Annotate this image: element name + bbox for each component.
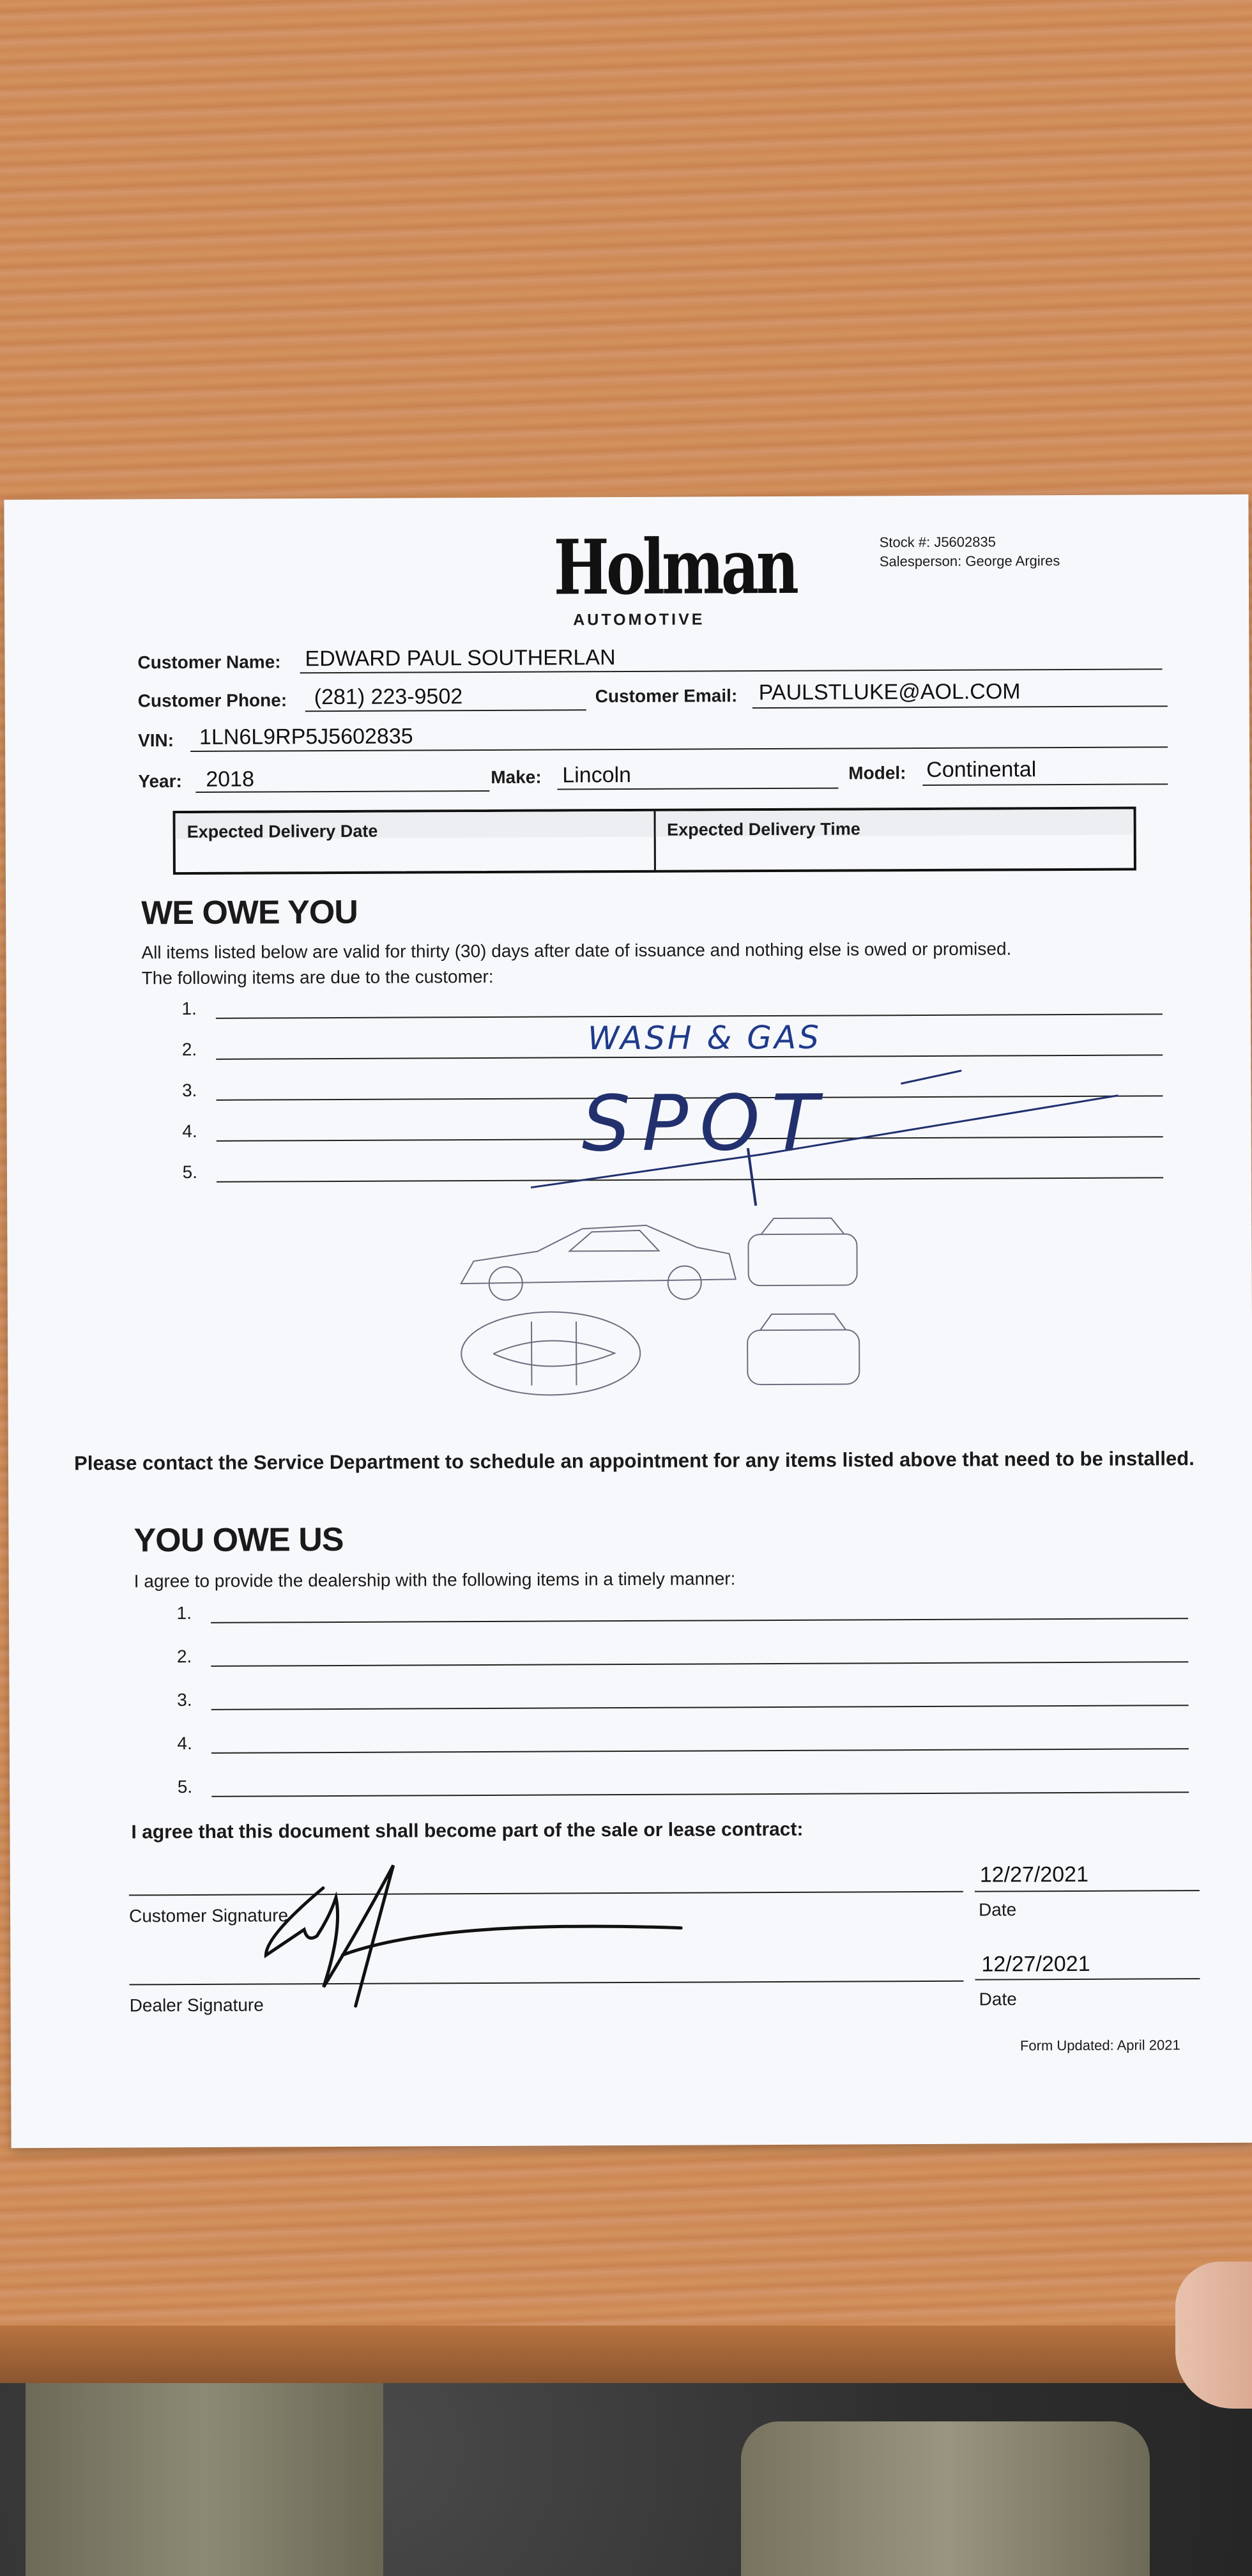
expected-delivery-time-label: Expected Delivery Time xyxy=(667,819,860,839)
customer-email-value: PAULSTLUKE@AOL.COM xyxy=(758,679,1021,705)
we-owe-number-2: 2. xyxy=(181,1039,197,1060)
salesperson-value: George Argires xyxy=(965,553,1060,569)
year-label: Year: xyxy=(138,771,182,792)
we-owe-number-1: 1. xyxy=(181,998,197,1019)
stock-label: Stock #: xyxy=(879,533,931,551)
you-owe-line-4[interactable] xyxy=(211,1748,1189,1754)
you-owe-number-4: 4. xyxy=(177,1733,192,1754)
you-owe-number-3: 3. xyxy=(177,1689,192,1710)
customer-name-label: Customer Name: xyxy=(137,652,281,673)
salesperson-label: Salesperson: xyxy=(879,553,962,570)
dealer-date-value: 12/27/2021 xyxy=(981,1951,1090,1977)
customer-date-value: 12/27/2021 xyxy=(979,1862,1089,1887)
you-owe-intro-text: I agree to provide the dealership with the following items in a timely manner: xyxy=(134,1568,736,1591)
handwritten-wash-gas: WASH & GAS xyxy=(587,1018,822,1057)
model-line xyxy=(922,783,1168,786)
model-label: Model: xyxy=(848,763,906,783)
service-department-notice: Please contact the Service Department to schedule an appointment for any items listed above that need to be installed. xyxy=(74,1447,1195,1475)
form-updated-note: Form Updated: April 2021 xyxy=(1019,2037,1180,2054)
you-owe-heading: YOU OWE US xyxy=(134,1521,344,1560)
person-leg-right xyxy=(741,2421,1150,2576)
expected-delivery-date-label: Expected Delivery Date xyxy=(187,821,378,842)
customer-date-line[interactable] xyxy=(975,1890,1200,1892)
we-owe-number-3: 3. xyxy=(181,1080,197,1101)
we-owe-number-5: 5. xyxy=(182,1162,198,1183)
we-owe-number-4: 4. xyxy=(182,1121,197,1142)
we-owe-intro-text: The following items are due to the customer: xyxy=(141,966,494,988)
expected-delivery-date-cell[interactable] xyxy=(176,811,654,872)
you-owe-line-5[interactable] xyxy=(211,1791,1189,1797)
you-owe-number-1: 1. xyxy=(176,1602,192,1623)
dealer-date-label: Date xyxy=(979,1989,1017,2009)
we-owe-form xyxy=(4,494,1252,2148)
logo-subtitle: AUTOMOTIVE xyxy=(573,610,705,629)
customer-date-label: Date xyxy=(978,1899,1017,1920)
dealer-signature-label: Dealer Signature xyxy=(129,1995,264,2016)
vin-label: VIN: xyxy=(137,730,174,751)
you-owe-number-5: 5. xyxy=(177,1776,193,1797)
we-owe-validity-text: All items listed below are valid for thirty (30) days after date of issuance and nothing else is owed or promised. xyxy=(141,939,1012,963)
handwritten-spot: SPOT xyxy=(581,1078,830,1169)
customer-phone-value: (281) 223-9502 xyxy=(314,684,463,710)
holman-logo: Holman xyxy=(553,521,797,612)
customer-signature-label: Customer Signature xyxy=(128,1905,289,1926)
dealer-signature-scribble xyxy=(247,1858,694,2026)
customer-name-value: EDWARD PAUL SOUTHERLAN xyxy=(305,645,616,671)
customer-email-line xyxy=(752,705,1168,709)
vin-value: 1LN6L9RP5J5602835 xyxy=(199,724,413,749)
we-owe-line-1[interactable] xyxy=(216,1013,1163,1018)
expected-delivery-time-cell[interactable] xyxy=(653,809,1134,870)
year-value: 2018 xyxy=(206,767,255,792)
you-owe-number-2: 2. xyxy=(176,1646,192,1667)
stock-info xyxy=(880,532,1060,571)
customer-phone-label: Customer Phone: xyxy=(137,690,287,711)
make-value: Lincoln xyxy=(562,762,632,788)
you-owe-line-3[interactable] xyxy=(211,1705,1189,1710)
you-owe-line-1[interactable] xyxy=(211,1618,1188,1623)
handwriting-strokes xyxy=(492,1057,1131,1213)
make-label: Make: xyxy=(491,767,542,787)
table-edge xyxy=(0,2326,1252,2383)
you-owe-line-2[interactable] xyxy=(211,1661,1188,1667)
dealer-date-line[interactable] xyxy=(975,1978,1200,1981)
model-value: Continental xyxy=(926,757,1037,782)
customer-email-label: Customer Email: xyxy=(595,686,738,707)
stock-value: J5602835 xyxy=(934,533,996,550)
expected-delivery-box xyxy=(173,807,1136,875)
person-leg-left xyxy=(26,2364,383,2576)
we-owe-heading: WE OWE YOU xyxy=(141,893,358,932)
vehicle-damage-diagram xyxy=(454,1199,864,1418)
agreement-statement: I agree that this document shall become part of the sale or lease contract: xyxy=(131,1818,804,1843)
